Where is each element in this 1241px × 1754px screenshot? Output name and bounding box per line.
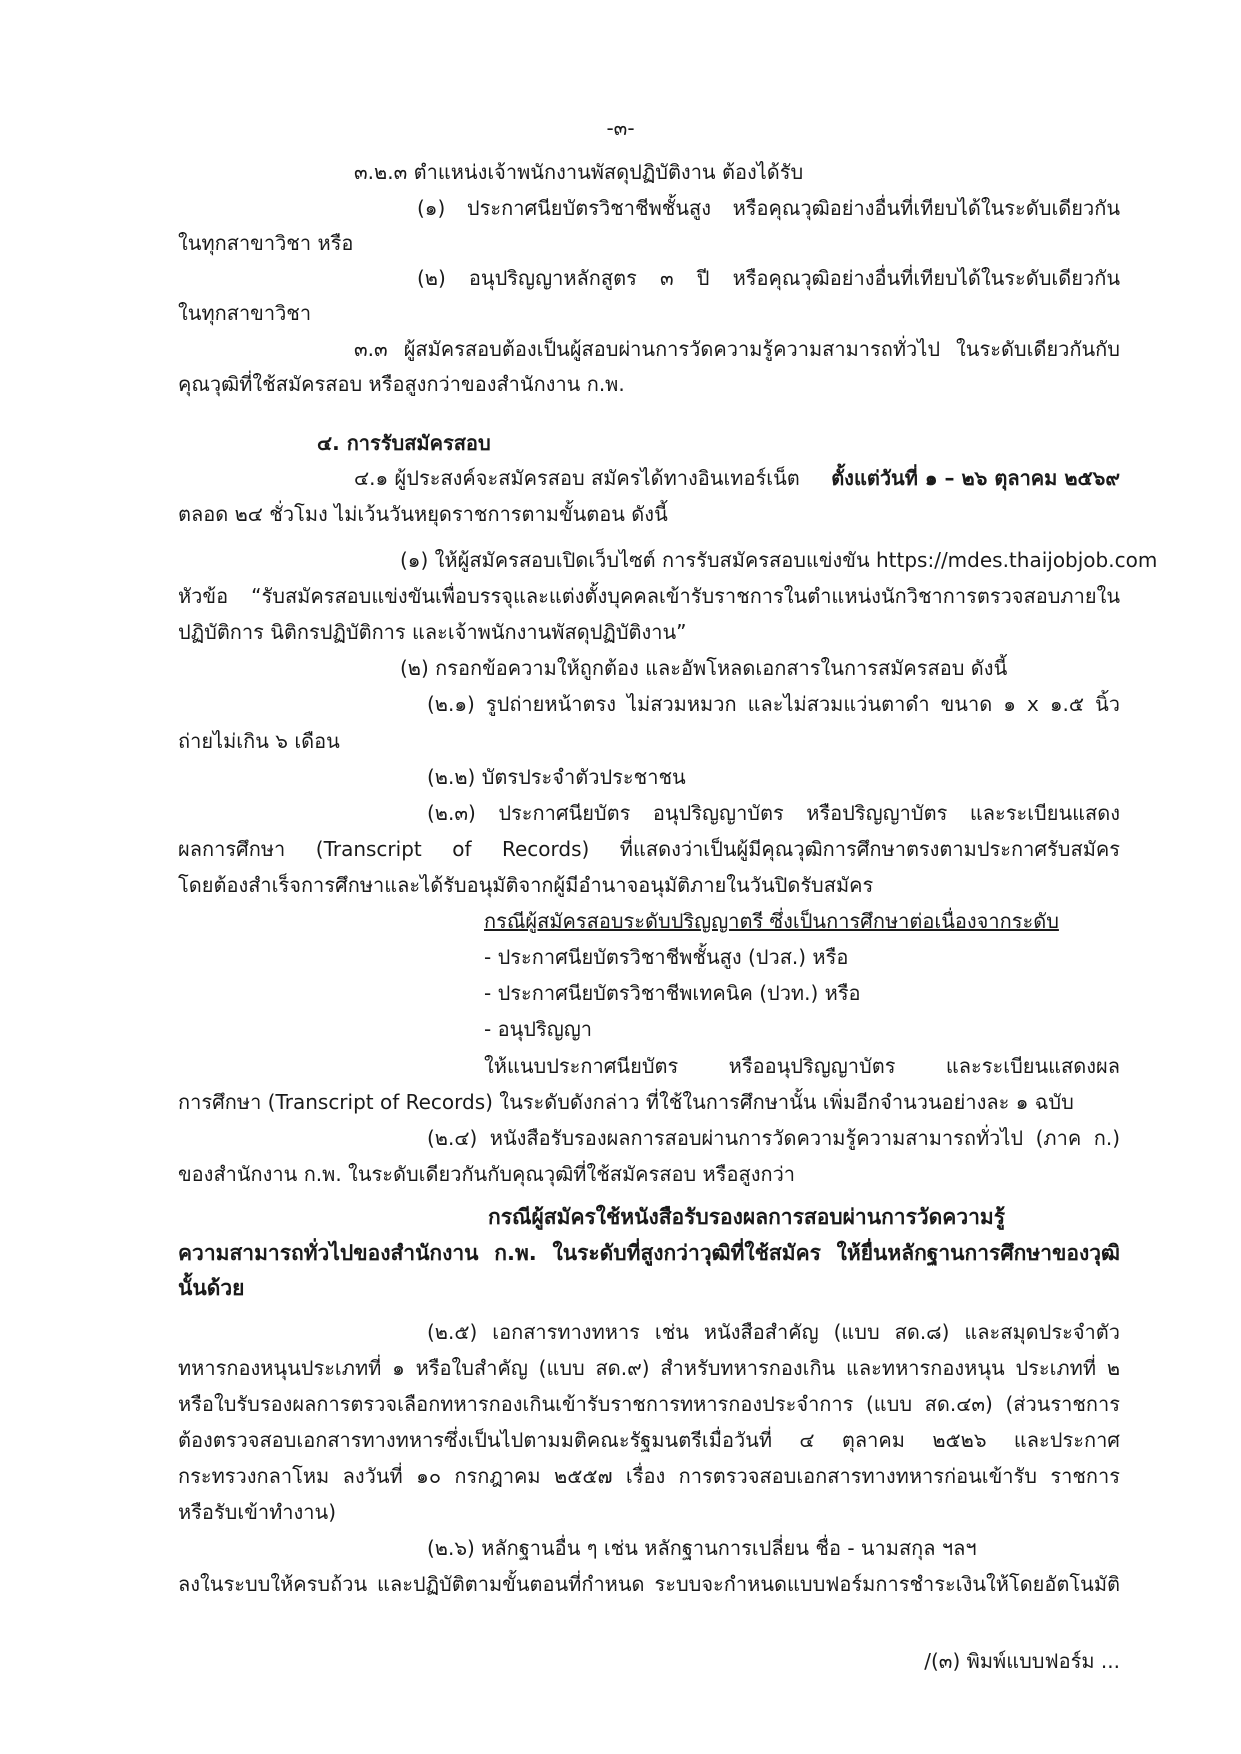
doc-2-6-cont: ลงในระบบให้ครบถ้วน และปฏิบัติตามขั้นตอนที่กำหนด ระบบจะกำหนดแบบฟอร์มการชำระเงินให้โดยอัตโนมัติ xyxy=(178,1572,1120,1596)
case-item-3: - อนุปริญญา xyxy=(484,1017,593,1041)
doc-2-4: (๒.๔) หนังสือรับรองผลการสอบผ่านการวัดความรู้ความสามารถทั่วไป (ภาค ก.) xyxy=(427,1126,1120,1150)
doc-2-5-cont-1: ทหารกองหนุนประเภทที่ ๑ หรือใบสำคัญ (แบบ สด.๙) สำหรับทหารกองเกิน และทหารกองหนุน ประเภทที่ ๒ xyxy=(178,1356,1120,1380)
doc-2-5: (๒.๕) เอกสารทางทหาร เช่น หนังสือสำคัญ (แบบ สด.๘) และสมุดประจำตัว xyxy=(427,1320,1120,1344)
clause-4-1-cont: ตลอด ๒๔ ชั่วโมง ไม่เว้นวันหยุดราชการตามขั้นตอน ดังนี้ xyxy=(178,502,668,526)
step-1-cont-2: ปฏิบัติการ นิติกรปฏิบัติการ และเจ้าพนักงานพัสดุปฏิบัติงาน” xyxy=(178,620,687,644)
clause-3-2-3-item-1-cont: ในทุกสาขาวิชา หรือ xyxy=(178,231,354,255)
doc-2-3-cont-1: ผลการศึกษา (Transcript of Records) ที่แสดงว่าเป็นผู้มีคุณวุฒิการศึกษาตรงตามประกาศรับสมัคร xyxy=(178,837,1120,861)
step-1-cont-1: หัวข้อ “รับสมัครสอบแข่งขันเพื่อบรรจุและแต่งตั้งบุคคลเข้ารับราชการในตำแหน่งนักวิชาการตรวจสอบภายใน xyxy=(178,584,1120,608)
clause-3-2-3-item-2-cont: ในทุกสาขาวิชา xyxy=(178,301,312,325)
attach-instruction: ให้แนบประกาศนียบัตร หรืออนุปริญญาบัตร และระเบียนแสดงผล xyxy=(484,1054,1120,1078)
attach-instruction-cont: การศึกษา (Transcript of Records) ในระดับดังกล่าว ที่ใช้ในการศึกษานั้น เพิ่มอีกจำนวนอย่างละ ๑ ฉบับ xyxy=(178,1090,1074,1114)
bold-note-line-1: กรณีผู้สมัครใช้หนังสือรับรองผลการสอบผ่านการวัดความรู้ xyxy=(488,1205,1006,1229)
doc-2-6: (๒.๖) หลักฐานอื่น ๆ เช่น หลักฐานการเปลี่ยน ชื่อ - นามสกุล ฯลฯ xyxy=(427,1536,977,1560)
doc-2-1: (๒.๑) รูปถ่ายหน้าตรง ไม่สวมหมวก และไม่สวมแว่นตาดำ ขนาด ๑ x ๑.๕ นิ้ว xyxy=(427,692,1120,716)
doc-2-5-cont-3: ต้องตรวจสอบเอกสารทางทหารซึ่งเป็นไปตามมติคณะรัฐมนตรีเมื่อวันที่ ๔ ตุลาคม ๒๕๒๖ และประกาศ xyxy=(178,1428,1120,1452)
clause-3-3: ๓.๓ ผู้สมัครสอบต้องเป็นผู้สอบผ่านการวัดความรู้ความสามารถทั่วไป ในระดับเดียวกันกับ xyxy=(354,337,1120,361)
bold-note-line-2: ความสามารถทั่วไปของสำนักงาน ก.พ. ในระดับที่สูงกว่าวุฒิที่ใช้สมัคร ให้ยื่นหลักฐานการศึกษาของวุฒิ xyxy=(178,1241,1120,1265)
application-dates: ตั้งแต่วันที่ ๑ – ๒๖ ตุลาคม ๒๕๖๙ xyxy=(831,466,1120,490)
continuation-footer: /(๓) พิมพ์แบบฟอร์ม ... xyxy=(924,1649,1120,1673)
clause-3-3-cont: คุณวุฒิที่ใช้สมัครสอบ หรือสูงกว่าของสำนักงาน ก.พ. xyxy=(178,372,625,396)
step-2: (๒) กรอกข้อความให้ถูกต้อง และอัพโหลดเอกสารในการสมัครสอบ ดังนี้ xyxy=(400,656,1008,680)
section-4-title: ๔. การรับสมัครสอบ xyxy=(317,431,491,455)
case-item-2: - ประกาศนียบัตรวิชาชีพเทคนิค (ปวท.) หรือ xyxy=(484,981,861,1005)
bachelor-case-heading: กรณีผู้สมัครสอบระดับปริญญาตรี ซึ่งเป็นการศึกษาต่อเนื่องจากระดับ xyxy=(484,909,1059,933)
doc-2-5-cont-2: หรือใบรับรองผลการตรวจเลือกทหารกองเกินเข้ารับราชการทหารกองประจำการ (แบบ สด.๔๓) (ส่วนราชการ xyxy=(178,1392,1120,1416)
case-item-1: - ประกาศนียบัตรวิชาชีพชั้นสูง (ปวส.) หรือ xyxy=(484,945,849,969)
clause-3-2-3-item-2: (๒) อนุปริญญาหลักสูตร ๓ ปี หรือคุณวุฒิอย่างอื่นที่เทียบได้ในระดับเดียวกัน xyxy=(417,266,1120,290)
clause-3-2-3-item-1: (๑) ประกาศนียบัตรวิชาชีพชั้นสูง หรือคุณวุฒิอย่างอื่นที่เทียบได้ในระดับเดียวกัน xyxy=(417,196,1120,220)
clause-4-1 xyxy=(354,463,1120,493)
page-number: -๓- xyxy=(606,116,635,140)
clause-3-2-3-heading: ๓.๒.๓ ตำแหน่งเจ้าพนักงานพัสดุปฏิบัติงาน ต้องได้รับ xyxy=(354,160,804,184)
doc-2-3: (๒.๓) ประกาศนียบัตร อนุปริญญาบัตร หรือปริญญาบัตร และระเบียนแสดง xyxy=(427,801,1120,825)
clause-4-1-text: ๔.๑ ผู้ประสงค์จะสมัครสอบ สมัครได้ทางอินเทอร์เน็ต xyxy=(354,466,800,490)
doc-2-5-cont-5: หรือรับเข้าทำงาน) xyxy=(178,1500,336,1524)
doc-2-1-cont: ถ่ายไม่เกิน ๖ เดือน xyxy=(178,729,340,753)
doc-2-5-cont-4: กระทรวงกลาโหม ลงวันที่ ๑๐ กรกฎาคม ๒๕๕๗ เรื่อง การตรวจสอบเอกสารทางทหารก่อนเข้ารับ ราชการ xyxy=(178,1464,1120,1488)
doc-2-4-cont: ของสำนักงาน ก.พ. ในระดับเดียวกันกับคุณวุฒิที่ใช้สมัครสอบ หรือสูงกว่า xyxy=(178,1162,796,1186)
step-1: (๑) ให้ผู้สมัครสอบเปิดเว็บไซต์ การรับสมัครสอบแข่งขัน https://mdes.thaijobjob.com xyxy=(400,548,1158,572)
bold-note-line-3: นั้นด้วย xyxy=(178,1276,245,1300)
doc-2-3-cont-2: โดยต้องสำเร็จการศึกษาและได้รับอนุมัติจากผู้มีอำนาจอนุมัติภายในวันปิดรับสมัคร xyxy=(178,873,874,897)
doc-2-2: (๒.๒) บัตรประจำตัวประชาชน xyxy=(427,765,686,789)
